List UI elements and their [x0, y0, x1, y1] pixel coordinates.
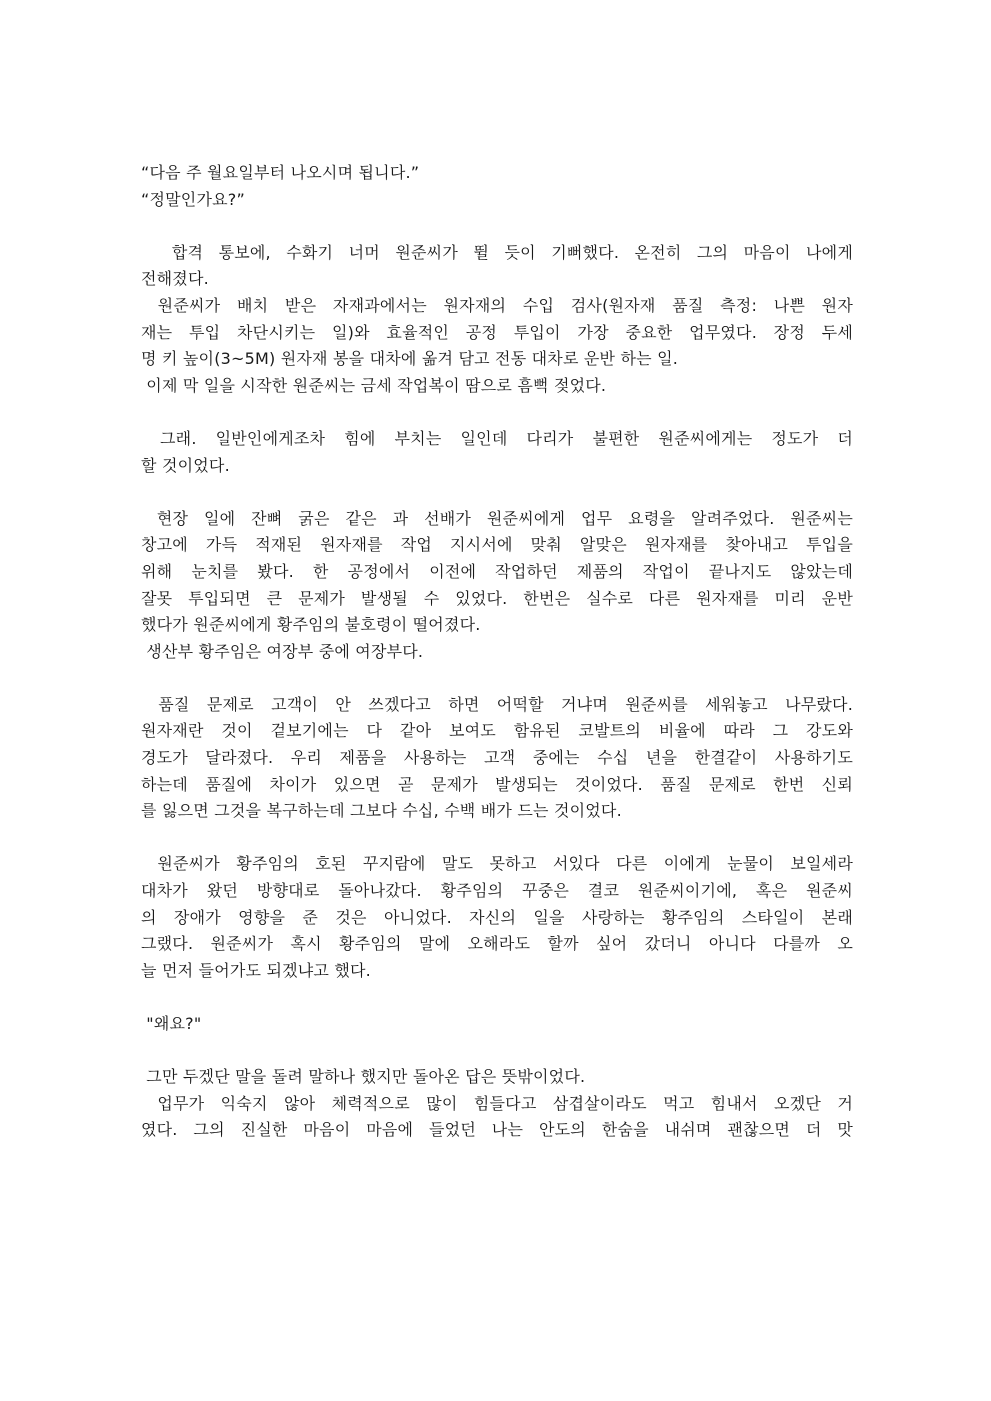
text-line: "왜요?" [141, 1014, 202, 1033]
blank-line [141, 479, 853, 506]
text-line: 잘못 투입되면 큰 문제가 발생될 수 있었다. 한번은 실수로 다른 원자재를 미리 운반 [141, 588, 853, 608]
text-line: 했다가 원준씨에게 황주임의 불호령이 떨어졌다. [141, 615, 481, 635]
text-line: 생산부 황주임은 여장부 중에 여장부다. [141, 641, 424, 661]
text-line: 의 장애가 영향을 준 것은 아니었다. 자신의 일을 사랑하는 황주임의 스타일이 본래 [141, 907, 853, 927]
text-line: 이제 막 일을 시작한 원준씨는 금세 작업복이 땀으로 흠뻑 젖었다. [141, 375, 607, 395]
text-line: 할 것이었다. [141, 455, 230, 475]
text-line: 현장 일에 잔뼈 굵은 같은 과 선배가 원준씨에게 업무 요령을 알려주었다. 원준씨는 [141, 508, 853, 528]
body-text [141, 160, 853, 1144]
text-line: 원준씨가 배치 받은 자재과에서는 원자재의 수입 검사(원자재 품질 측정: 나쁜 원자 [141, 295, 853, 315]
text-line: 그래. 일반인에게조차 힘에 부치는 일인데 다리가 불편한 원준씨에게는 정도가 더 [141, 428, 853, 448]
text-line: 창고에 가득 적재된 원자재를 작업 지시서에 맞춰 알맞은 원자재를 찾아내고 투입을 [141, 535, 853, 555]
text-line: 원준씨가 황주임의 호된 꾸지람에 말도 못하고 서있다 다른 이에게 눈물이 보일세라 [141, 854, 853, 874]
text-line: 경도가 달라졌다. 우리 제품을 사용하는 고객 중에는 수십 년을 한결같이 사용하기도 [141, 748, 853, 768]
text-line: 원자재란 것이 겉보기에는 다 같아 보여도 함유된 코발트의 비율에 따라 그 강도와 [141, 721, 853, 741]
text-line: 전해졌다. [141, 269, 209, 289]
text-line: 하는데 품질에 차이가 있으면 곧 문제가 발생되는 것이었다. 품질 문제로 한번 신뢰 [141, 774, 853, 794]
text-line: 였다. 그의 진실한 마음이 마음에 들었던 나는 안도의 한숨을 내쉬며 괜찮으면 더 맛 [141, 1120, 853, 1140]
text-line: 그만 두겠단 말을 돌려 말하나 했지만 돌아온 답은 뜻밖이었다. [141, 1067, 586, 1087]
text-line: “다음 주 월요일부터 나오시며 됩니다.” [141, 163, 420, 182]
text-line: 재는 투입 차단시키는 일)와 효율적인 공정 투입이 가장 중요한 업무였다. 장정 두세 [141, 322, 853, 342]
text-line: 품질 문제로 고객이 안 쓰겠다고 하면 어떡할 거냐며 원준씨를 세워놓고 나무랐다. [141, 694, 853, 714]
text-line: 그랬다. 원준씨가 혹시 황주임의 말에 오해라도 할까 싶어 갔더니 아니다 다를까 오 [141, 934, 853, 954]
blank-line [141, 665, 853, 692]
text-line: 명 키 높이(3~5M) 원자재 봉을 대차에 옮겨 담고 전동 대차로 운반 하는 일. [141, 349, 679, 369]
blank-line [141, 399, 853, 426]
text-line: 늘 먼저 들어가도 되겠냐고 했다. [141, 960, 371, 980]
blank-line [141, 1038, 853, 1065]
text-line: “정말인가요?” [141, 189, 245, 209]
text-line: 대차가 왔던 방향대로 돌아나갔다. 황주임의 꾸중은 결코 원준씨이기에, 혹은 원준씨 [141, 881, 853, 901]
blank-line [141, 213, 853, 240]
text-line: 업무가 익숙지 않아 체력적으로 많이 힘들다고 삼겹살이라도 먹고 힘내서 오겠단 거 [141, 1093, 853, 1113]
text-line: 위해 눈치를 봤다. 한 공정에서 이전에 작업하던 제품의 작업이 끝나지도 않았는데 [141, 561, 853, 581]
blank-line [141, 825, 853, 852]
text-line: 를 잃으면 그것을 복구하는데 그보다 수십, 수백 배가 드는 것이었다. [141, 801, 622, 821]
text-line: 합격 통보에, 수화기 너머 원준씨가 뛸 듯이 기뻐했다. 온전히 그의 마음이 나에게 [141, 242, 853, 262]
blank-line [141, 984, 853, 1011]
